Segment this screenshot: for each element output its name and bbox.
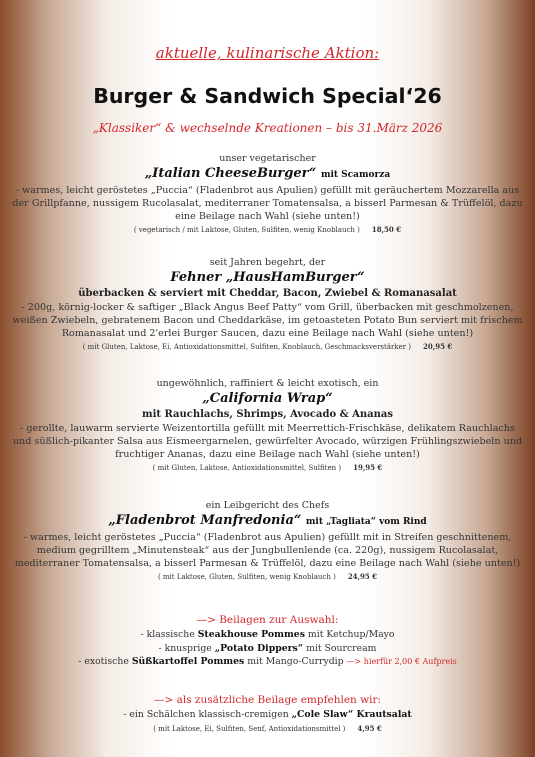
item-price: 19,95 € [353,463,383,472]
item-price: 24,95 € [347,572,378,581]
extra-side-section [10,692,525,735]
item-name: „California Wrap“ [202,391,333,406]
menu-item-california-wrap [10,377,525,474]
menu-item-fladenbrot-manfredonia [10,499,525,583]
item-notes: ( vegetarisch / mit Laktose, Gluten, Sulfiten, wenig Knoblauch ) 18,50 € [133,225,402,234]
item-intro: unser vegetarischer [219,153,316,164]
side-item: - exotische Süßkartoffel Pommes mit Mango-Currydip —> hierfür 2,00 € Aufpreis [78,656,457,667]
menu-item-haushamburger [10,256,525,353]
item-name: „Fladenbrot Manfredonia“ mit „Tagliata“ vom Rind [108,513,427,528]
item-intro: ein Leibgericht des Chefs [205,500,330,511]
extra-side-price: 4,95 € [357,723,382,733]
menu-subtitle: „Klassiker“ & wechselnde Kreationen – bis 31.März 2026 [92,121,443,135]
item-name: Fehner „HausHamBurger“ [170,270,365,285]
sides-section [10,612,525,669]
item-notes: ( mit Laktose, Gluten, Sulfiten, wenig Knoblauch ) 24,95 € [157,572,378,581]
item-tagline: mit Rauchlachs, Shrimps, Avocado & Ananas [141,409,394,420]
item-description: - gerollte, lauwarm servierte Weizentortilla gefüllt mit Meerrettich-Frischkäse, delikatem Rauchlachs und süßlich-pikanter Salsa aus Eismeergarnelen, gewürfelter Avocado, würzigen Frühlingszwiebeln und fruchtiger Ananas, dazu eine Beilage nach Wahl (siehe unten!) [12,423,523,460]
side-item: - knusprige „Potato Dippers“ mit Sourcream [158,642,377,654]
item-price: 18,50 € [371,225,402,234]
item-price: 20,95 € [423,342,453,351]
item-tagline: überbacken & serviert mit Cheddar, Bacon, Zwiebel & Romanasalat [78,288,457,299]
item-notes: ( mit Gluten, Laktose, Antioxidationsmittel, Sulfiten ) 19,95 € [152,463,383,472]
extra-side-item: - ein Schälchen klassisch-cremigen „Cole Slaw“ Krautsalat [123,709,412,720]
item-description: - warmes, leicht geröstetes „Puccia“ (Fladenbrot aus Apulien) gefüllt mit in Streifen geschnittenem, medium gegrilltem „Minutensteak“ aus der Jungbullenlende (ca. 220g), nussigem Rucolasalat, mediterraner Tomatensalsa, a bisserl Parmesan & Trüffelöl, dazu eine Beilage nach Wahl (siehe unten!) [14,532,521,569]
item-description: - warmes, leicht geröstetes „Puccia“ (Fladenbrot aus Apulien) gefüllt mit geräuchertem Mozzarella aus der Grillpfanne, nussigem Rucolasalat, mediterraner Tomatensalsa, a bisserl Parmesan & Trüffelöl, dazu eine Beilage nach Wahl (siehe unten!) [12,185,523,222]
item-name: „Italian CheeseBurger“ mit Scamorza [144,166,391,181]
promo-kicker: aktuelle, kulinarische Aktion: [155,44,380,62]
item-notes: ( mit Gluten, Laktose, Ei, Antioxidationsmittel, Sulfiten, Knoblauch, Geschmacksverstärker ) 20,95 € [82,342,453,351]
item-intro: seit Jahren begehrt, der [209,257,326,268]
item-intro: ungewöhnlich, raffiniert & leicht exotisch, ein [156,378,379,389]
menu-title: Burger & Sandwich Special‘26 [93,84,442,108]
menu-item-italian-cheeseburger [10,152,525,236]
extra-side-header: —> als zusätzliche Beilage empfehlen wir: [153,694,382,706]
extra-side-notes: ( mit Laktose, Ei, Sulfiten, Senf, Antioxidationsmittel ) 4,95 € [153,723,382,733]
item-description: - 200g, körnig-locker & saftiger „Black Angus Beef Patty“ vom Grill, überbacken mit geschmolzenen, weißen Zwiebeln, gebratenem Bacon und Cheddarkäse, im getoasteten Potato Bun serviert mit frischem Romanasalat und 2'erlei Burger Saucen, dazu eine Beilage nach Wahl (siehe unten!) [12,302,523,339]
surcharge-note: —> hierfür 2,00 € Aufpreis [346,657,457,666]
side-item: - klassische Steakhouse Pommes mit Ketchup/Mayo [140,629,395,640]
sides-header: —> Beilagen zur Auswahl: [196,614,339,626]
